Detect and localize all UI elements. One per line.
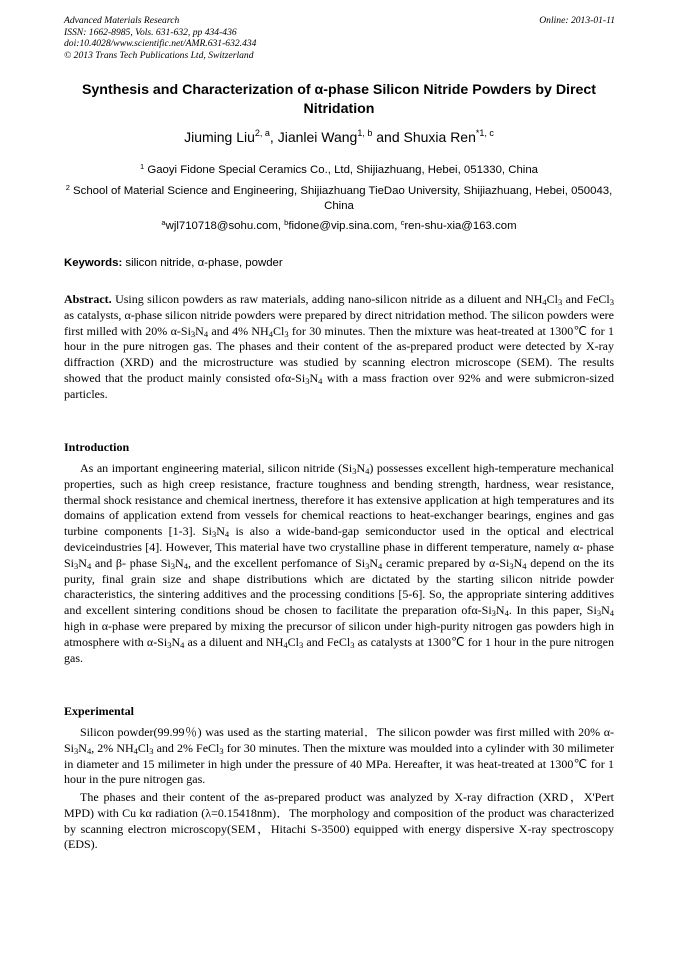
copyright-line: © 2013 Trans Tech Publications Ltd, Switzerland (64, 49, 254, 61)
subscript: 3 (305, 375, 310, 386)
subscript: 3 (609, 297, 614, 307)
intro-text: , and the excellent perfomance of Si (187, 555, 366, 570)
subscript: 3 (74, 560, 79, 571)
subscript: 3 (350, 639, 355, 650)
subscript: 3 (190, 328, 196, 339)
intro-text: and FeCl (303, 634, 351, 649)
subscript: 3 (596, 608, 602, 619)
affiliation-1 (60, 163, 618, 178)
subscript: 3 (167, 639, 172, 650)
exp-text: The phases and their content of the as-prepared product was analyzed by X-ray difraction (XRD，X'Pert MPD) with Cu kα radiation (λ=0.15418nm)．The morphology and composition of the product was characterized by scanning electron microscopy(SEM，Hitachi S-3500) equipped with energy dispersive X-ray spectroscopy (EDS). (64, 790, 614, 852)
author-superscript: 1, b (357, 128, 373, 138)
journal-header (64, 15, 256, 61)
intro-text: N (175, 555, 184, 570)
abstract-text: for 30 minutes. Then the mixture was heat-treated at 1300℃ for 1 hour in the pure nitrogen gas. The phases and their content of the as-prepared product were detected by X-ray diffraction (XRD) and the microstructure was studied by scanning electron microscope (SEM). The results showed that the product mainly consisted ofα-Si (64, 323, 614, 385)
email-a: wjl710718@sohu.com, (165, 220, 285, 232)
paper-title: Synthesis and Characterization of α-phase Silicon Nitride Powders by Direct Nitridation (81, 82, 597, 117)
intro-text: N (216, 524, 225, 539)
abstract-text: with a mass fraction over 92% and were submicron-sized particles. (64, 370, 615, 401)
author-list (40, 128, 638, 146)
intro-text: N (356, 461, 366, 475)
doi-line: doi:10.4028/www.scientific.net/AMR.631-632.434 (64, 38, 257, 50)
subscript: 3 (74, 745, 79, 756)
email-superscript: a (161, 218, 166, 227)
email-superscript: b (284, 218, 289, 227)
intro-text: as a diluent and NH (184, 634, 284, 649)
subscript: 3 (211, 529, 217, 540)
subscript: 4 (609, 608, 614, 619)
intro-text: As an important engineering material, silicon nitride (Si (80, 461, 353, 475)
email-superscript: c (400, 218, 405, 227)
intro-text: N (513, 555, 523, 570)
subscript: 4 (86, 745, 92, 756)
affiliation-superscript: 1 (139, 162, 145, 171)
exp-text: for 30 minutes. Then the mixture was moulded into a cylinder with 30 milimeter in diameter and 15 milimeter in high under the pressure of 40 MPa. Hereafter, it was heat-treated at 1300℃ for 1 hour in the pure nitrogen gas. (64, 740, 614, 787)
author-separator: , (269, 129, 278, 145)
online-date: Online: 2013-01-11 (539, 15, 615, 26)
intro-text: . In this paper, Si (508, 603, 597, 618)
author-separator: and (372, 129, 404, 145)
subscript: 3 (491, 608, 496, 619)
intro-text: Cl (287, 634, 299, 649)
subscript: 4 (224, 529, 230, 540)
author-name: Jianlei Wang (277, 129, 358, 145)
subscript: 3 (558, 297, 563, 307)
keywords (64, 256, 283, 270)
intro-text: N (601, 603, 610, 618)
exp-text: and 2% FeCl (153, 740, 220, 755)
subscript: 4 (183, 560, 188, 571)
intro-text: high in α-phase were prepared by mixing the precursor of silicon under high-purity nitrogen gas powders high in atmosphere with α-Si (64, 618, 614, 649)
subscript: 3 (170, 560, 176, 571)
email-list (40, 219, 638, 234)
exp-text: Silicon powder(99.99％) was used as the starting material．The silicon powder was first milled with 20% α-Si (64, 725, 614, 755)
abstract-text: N (195, 323, 204, 338)
subscript: 4 (542, 297, 547, 307)
subscript: 3 (352, 466, 357, 476)
abstract-text: Using silicon powders as raw materials, adding nano-silicon nitride as a diluent and NH (111, 292, 543, 306)
subscript: 3 (219, 745, 224, 756)
intro-text: N (171, 634, 181, 649)
affiliation-text: School of Material Science and Engineering, Shijiazhuang TieDao University, Shijiazhuang, Hebei, 050043, China (73, 185, 613, 212)
intro-text: ceramic prepared by α-Si (382, 555, 510, 570)
author-superscript: 2, a (254, 128, 270, 138)
subscript: 4 (86, 560, 92, 571)
exp-text: Cl (137, 740, 150, 755)
experimental-paragraph-1 (64, 725, 614, 788)
subscript: 4 (203, 328, 209, 339)
abstract-text: as catalysts, α-phase silicon nitride powders were prepared by direct nitridation method. The silicon powders were first milled with 20% α-Si (64, 307, 614, 338)
exp-text: N (78, 740, 87, 755)
experimental-paragraph-2 (64, 790, 614, 853)
section-heading-experimental: Experimental (64, 704, 134, 718)
author-name: Jiuming Liu (184, 129, 255, 145)
abstract-text: Cl (546, 292, 558, 306)
subscript: 4 (378, 560, 383, 571)
keywords-label: Keywords: (64, 257, 123, 269)
subscript: 3 (509, 560, 514, 571)
intro-text: and β- phase Si (91, 555, 171, 570)
intro-text: as catalysts at 1300℃ for 1 hour in the pure nitrogen gas. (64, 634, 615, 665)
abstract-text: and FeCl (562, 292, 610, 306)
journal-name: Advanced Materials Research (64, 15, 180, 26)
abstract-label: Abstract. (64, 292, 112, 306)
intro-text: is also a wide-band-gap semiconductor used in the optical and electrical deviceindustries [4]. However, This material have two crystalline phase in different temperature, namely α- phase Si (64, 524, 614, 570)
intro-text: N (495, 603, 505, 618)
keywords-text: silicon nitride, α-phase, powder (122, 257, 283, 269)
subscript: 4 (268, 328, 273, 339)
issn-line: ISSN: 1662-8985, Vols. 631-632, pp 434-436 (64, 26, 237, 38)
subscript: 4 (318, 375, 323, 386)
intro-text: depend on the its purity, final grain size and shape distributions which are dictated by the starting silicon nitride powder characteristics, the sintering additives and the processing conditions [5-6]. So, the appropriate sintering additives and excellent sintering conditions shoud be chosen to facilitate the preparation ofα-Si (64, 555, 615, 618)
subscript: 3 (365, 560, 370, 571)
affiliation-2 (60, 184, 618, 214)
email-c: ren-shu-xia@163.com (404, 220, 517, 232)
exp-text: , 2% NH (91, 740, 134, 755)
subscript: 4 (133, 745, 138, 756)
subscript: 4 (504, 608, 509, 619)
subscript: 3 (284, 328, 289, 339)
subscript: 4 (522, 560, 527, 571)
abstract-text: and 4% NH (208, 323, 269, 338)
abstract (64, 292, 614, 403)
abstract-text: Cl (272, 323, 285, 338)
intro-text: N (369, 555, 379, 570)
author-name: Shuxia Ren (403, 129, 476, 145)
email-b: fidone@vip.sina.com, (288, 220, 401, 232)
introduction-body (64, 461, 614, 666)
abstract-text: N (309, 370, 319, 385)
subscript: 4 (283, 639, 288, 650)
author-superscript: *1, c (475, 128, 494, 138)
affiliation-superscript: 2 (65, 183, 70, 192)
subscript: 3 (299, 639, 304, 650)
affiliation-text: Gaoyi Fidone Special Ceramics Co., Ltd, Shijiazhuang, Hebei, 051330, China (147, 164, 538, 176)
subscript: 4 (180, 639, 185, 650)
intro-text: N (78, 555, 87, 570)
section-heading-introduction: Introduction (64, 440, 130, 454)
subscript: 3 (149, 745, 154, 756)
intro-text: ) possesses excellent high-temperature mechanical properties, such as high creep resistance, fracture toughness and bending strength, hardness, wear resistance, thermal shock resistance and chemical inertness, therefore it has extensive application at high temperatures and its domains of application extend from vessels for chemical reactions to heat-exchanger bearings, engines and gas turbine components [1-3]. Si (64, 461, 614, 539)
subscript: 4 (365, 466, 370, 476)
